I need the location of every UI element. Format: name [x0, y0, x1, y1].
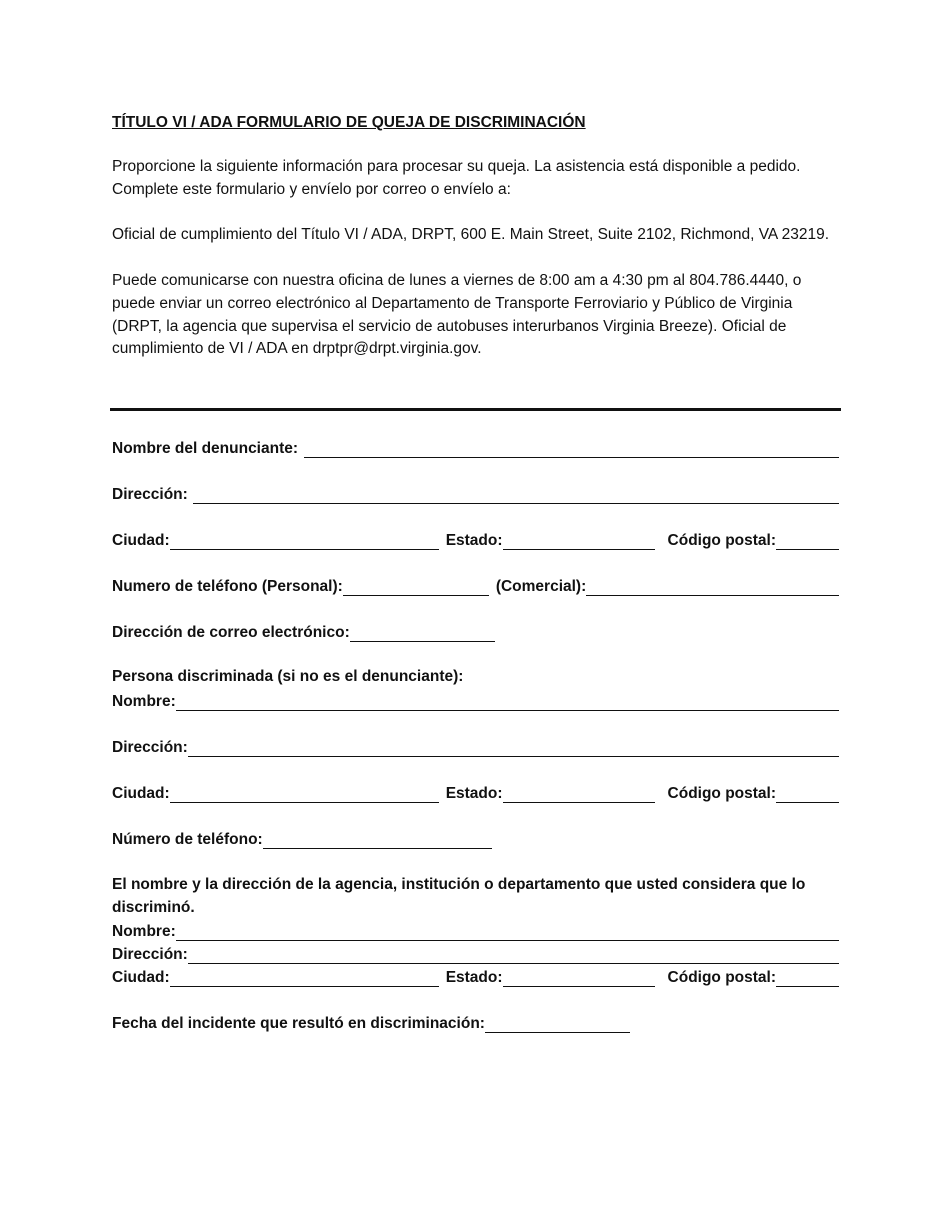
phone-business-field[interactable]: [586, 579, 839, 596]
victim-name-row: [112, 689, 839, 711]
agency-address-label: Dirección:: [112, 946, 188, 963]
phone-personal-field[interactable]: [343, 579, 489, 596]
complainant-name-field[interactable]: [304, 441, 839, 458]
complainant-phone-row: [112, 574, 839, 596]
complainant-state-label: Estado:: [445, 532, 503, 549]
complainant-zip-field[interactable]: [776, 533, 839, 550]
complainant-state-field[interactable]: [503, 533, 655, 550]
intro-paragraph: Proporcione la siguiente información para procesar su queja. La asistencia está disponible a pedido. Complete este formulario y envíelo por correo o envíelo a:: [112, 158, 801, 198]
page-title: TÍTULO VI / ADA FORMULARIO DE QUEJA DE DISCRIMINACIÓN: [112, 114, 586, 131]
agency-name-field[interactable]: [176, 924, 839, 941]
victim-name-field[interactable]: [176, 694, 839, 711]
agency-city-field[interactable]: [170, 970, 439, 987]
victim-state-label: Estado:: [445, 785, 503, 802]
victim-name-label: Nombre:: [112, 693, 176, 710]
complainant-address-field[interactable]: [193, 487, 839, 504]
victim-phone-label: Número de teléfono:: [112, 831, 263, 848]
complainant-city-field[interactable]: [170, 533, 439, 550]
incident-date-field[interactable]: [485, 1016, 630, 1033]
victim-phone-row: [112, 827, 839, 849]
complaint-form: [112, 436, 839, 1033]
victim-city-label: Ciudad:: [112, 785, 170, 802]
address-paragraph: Oficial de cumplimiento del Título VI / ADA, DRPT, 600 E. Main Street, Suite 2102, Richmond, VA 23219.: [112, 226, 830, 244]
contact-paragraph: Puede comunicarse con nuestra oficina de lunes a viernes de 8:00 am a 4:30 pm al 804.786.4440, o puede enviar un correo electrónico al Departamento de Transporte Ferroviario y Público de Virginia (DRPT, la agencia que supervisa el servicio de autobuses interurbanos Virginia Breeze). Oficial de cumplimiento de VI / ADA en drptpr@drpt.virginia.gov.: [112, 272, 802, 358]
agency-name-row: [112, 919, 839, 941]
victim-state-field[interactable]: [503, 786, 655, 803]
victim-heading: Persona discriminada (si no es el denunciante):: [112, 668, 464, 685]
complainant-name-label: Nombre del denunciante:: [112, 440, 299, 457]
agency-name-label: Nombre:: [112, 923, 176, 940]
complainant-name-row: [112, 436, 839, 458]
agency-state-field[interactable]: [503, 970, 655, 987]
complainant-city-label: Ciudad:: [112, 532, 170, 549]
incident-date-label: Fecha del incidente que resultó en discriminación:: [112, 1015, 485, 1032]
complainant-city-row: [112, 528, 839, 550]
agency-state-label: Estado:: [445, 969, 503, 986]
complainant-zip-label: Código postal:: [667, 532, 777, 549]
agency-address-field[interactable]: [188, 947, 839, 964]
victim-phone-field[interactable]: [263, 832, 492, 849]
victim-address-label: Dirección:: [112, 739, 188, 756]
victim-zip-field[interactable]: [776, 786, 839, 803]
agency-zip-label: Código postal:: [667, 969, 777, 986]
victim-zip-label: Código postal:: [667, 785, 777, 802]
agency-zip-field[interactable]: [776, 970, 839, 987]
phone-business-label: (Comercial):: [495, 578, 587, 595]
email-label: Dirección de correo electrónico:: [112, 624, 350, 641]
agency-city-row: [112, 965, 839, 987]
document-page: [112, 112, 839, 384]
complainant-email-row: [112, 620, 839, 642]
phone-personal-label: Numero de teléfono (Personal):: [112, 578, 343, 595]
victim-city-row: [112, 781, 839, 803]
complainant-address-label: Dirección:: [112, 486, 188, 503]
incident-date-row: [112, 1011, 839, 1033]
email-field[interactable]: [350, 625, 495, 642]
agency-city-label: Ciudad:: [112, 969, 170, 986]
section-divider: [110, 408, 841, 411]
victim-address-field[interactable]: [188, 740, 839, 757]
victim-city-field[interactable]: [170, 786, 439, 803]
victim-address-row: [112, 735, 839, 757]
agency-heading: El nombre y la dirección de la agencia, institución o departamento que usted considera que lo discriminó.: [112, 876, 806, 916]
complainant-address-row: [112, 482, 839, 504]
agency-address-row: [112, 942, 839, 964]
